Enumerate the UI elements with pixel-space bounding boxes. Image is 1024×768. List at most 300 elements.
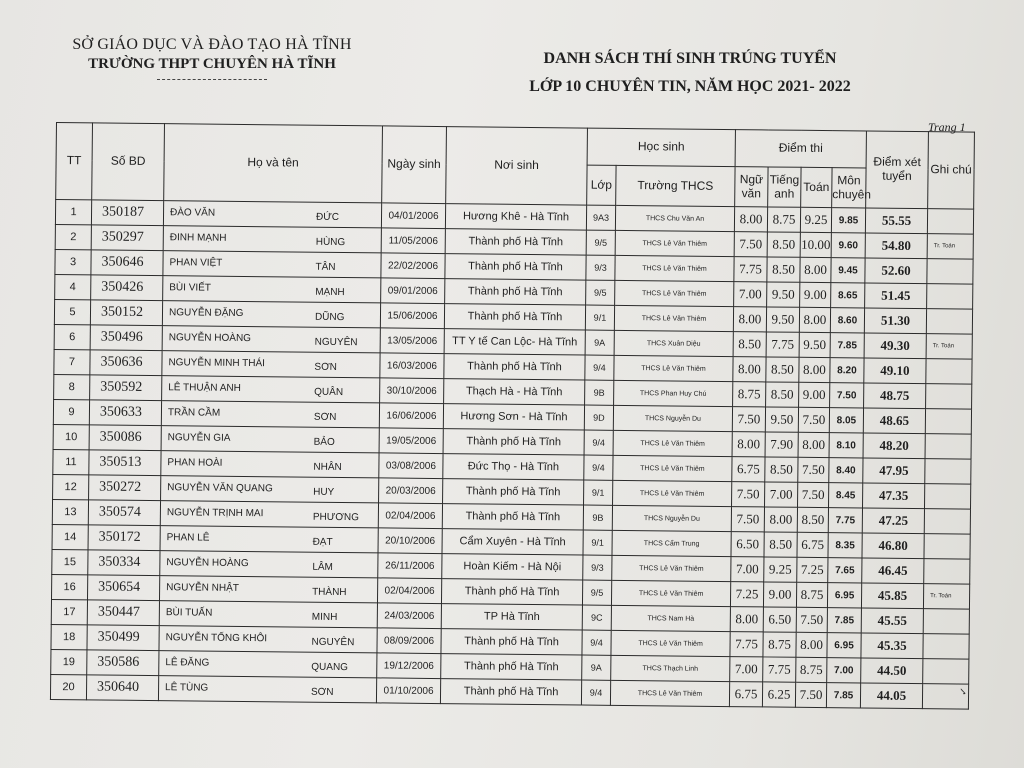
cell-specialty: 9.85 bbox=[831, 208, 865, 233]
cell-family-name: LÊ TÙNG bbox=[165, 682, 209, 694]
cell-english: 7.75 bbox=[766, 332, 799, 357]
cell-school: THCS Lê Văn Thiêm bbox=[613, 430, 732, 456]
cell-literature: 8.75 bbox=[733, 382, 766, 407]
cell-sbd: 350272 bbox=[89, 475, 161, 501]
cell-specialty: 7.75 bbox=[828, 508, 862, 533]
cell-given-name: DŨNG bbox=[314, 311, 345, 324]
cell-dob: 24/03/2006 bbox=[377, 603, 441, 629]
cell-class: 9/4 bbox=[584, 430, 613, 455]
cell-dob: 16/06/2006 bbox=[379, 403, 443, 429]
cell-english: 8.50 bbox=[764, 532, 797, 557]
cell-given-name: MINH bbox=[311, 611, 338, 623]
cell-tt: 1 bbox=[55, 200, 91, 225]
cell-sbd: 350654 bbox=[87, 575, 159, 601]
cell-math: 9.00 bbox=[800, 282, 831, 307]
cell-sbd: 350499 bbox=[87, 625, 159, 651]
cell-admission-score: 45.55 bbox=[861, 608, 923, 634]
cell-dob: 19/05/2006 bbox=[379, 428, 443, 454]
cell-sbd: 350297 bbox=[91, 225, 163, 251]
cell-note bbox=[924, 534, 970, 559]
cell-english: 6.25 bbox=[762, 682, 795, 707]
cell-dob: 20/10/2006 bbox=[378, 528, 442, 554]
handwritten-mark: ✓ bbox=[958, 686, 971, 697]
cell-dob: 08/09/2006 bbox=[377, 628, 441, 654]
cell-tt: 6 bbox=[54, 324, 90, 349]
col-english: Tiếng anh bbox=[768, 167, 801, 207]
cell-full-name bbox=[161, 476, 379, 503]
cell-school: THCS Nam Hà bbox=[611, 605, 730, 631]
cell-literature: 8.00 bbox=[732, 432, 765, 457]
cell-dob: 15/06/2006 bbox=[380, 303, 444, 329]
header-divider bbox=[157, 79, 267, 80]
cell-family-name: NGUYỄN HOÀNG bbox=[166, 557, 249, 570]
cell-given-name: ĐỨC bbox=[315, 211, 340, 223]
cell-family-name: LÊ ĐĂNG bbox=[165, 657, 210, 669]
cell-school: THCS Lê Văn Thiêm bbox=[615, 230, 734, 256]
cell-admission-score: 44.05 bbox=[860, 683, 922, 709]
cell-given-name: NHÂN bbox=[313, 461, 342, 474]
cell-place: Thành phố Hà Tĩnh bbox=[445, 229, 586, 255]
cell-family-name: PHAN HOÀI bbox=[167, 457, 223, 469]
cell-given-name: PHƯƠNG bbox=[312, 511, 359, 524]
cell-full-name bbox=[163, 276, 381, 303]
cell-place: TP Hà Tĩnh bbox=[441, 604, 582, 630]
cell-admission-score: 46.45 bbox=[862, 558, 924, 584]
table-body bbox=[50, 200, 973, 710]
cell-given-name: MẠNH bbox=[315, 286, 345, 299]
cell-tt: 8 bbox=[54, 374, 90, 399]
cell-note bbox=[926, 309, 972, 334]
col-math: Toán bbox=[801, 167, 832, 207]
cell-given-name: TÂN bbox=[315, 261, 336, 273]
cell-admission-score: 49.30 bbox=[864, 333, 926, 359]
cell-sbd: 350513 bbox=[89, 450, 161, 476]
cell-class: 9/5 bbox=[586, 230, 615, 255]
cell-english: 8.75 bbox=[767, 207, 800, 232]
cell-admission-score: 47.95 bbox=[863, 458, 925, 484]
cell-given-name: QUANG bbox=[311, 661, 349, 674]
title-line-2: LỚP 10 CHUYÊN TIN, NĂM HỌC 2021- 2022 bbox=[529, 78, 851, 95]
cell-family-name: NGUYỄN MINH THÁI bbox=[168, 357, 266, 370]
cell-given-name: QUÂN bbox=[314, 386, 344, 399]
cell-literature: 7.00 bbox=[731, 557, 764, 582]
cell-family-name: NGUYỄN NHẬT bbox=[166, 582, 239, 594]
cell-tt: 18 bbox=[51, 624, 87, 649]
cell-math: 9.50 bbox=[799, 332, 830, 357]
cell-specialty: 7.85 bbox=[827, 608, 861, 633]
cell-sbd: 350633 bbox=[89, 400, 161, 426]
cell-math: 8.75 bbox=[796, 582, 827, 607]
cell-family-name: PHAN LÊ bbox=[166, 532, 210, 544]
cell-english: 8.50 bbox=[767, 232, 800, 257]
cell-place: Hương Sơn - Hà Tĩnh bbox=[443, 404, 584, 430]
cell-given-name: BẢO bbox=[313, 436, 335, 448]
cell-dob: 26/11/2006 bbox=[378, 553, 442, 579]
cell-class: 9/4 bbox=[584, 455, 613, 480]
cell-place: Hoàn Kiếm - Hà Nội bbox=[442, 554, 583, 580]
cell-tt: 20 bbox=[50, 674, 86, 699]
cell-tt: 15 bbox=[52, 549, 88, 574]
cell-sbd: 350640 bbox=[86, 675, 158, 701]
cell-math: 9.00 bbox=[799, 382, 830, 407]
cell-dob: 04/01/2006 bbox=[381, 203, 445, 229]
cell-admission-score: 45.85 bbox=[861, 583, 923, 609]
cell-note bbox=[925, 409, 971, 434]
cell-sbd: 350496 bbox=[90, 325, 162, 351]
cell-class: 9/5 bbox=[586, 280, 615, 305]
cell-full-name bbox=[161, 451, 379, 478]
cell-family-name: TRẦN CẦM bbox=[167, 407, 221, 419]
cell-tt: 2 bbox=[55, 224, 91, 249]
cell-school: THCS Lê Văn Thiêm bbox=[613, 480, 732, 506]
cell-school: THCS Lê Văn Thiêm bbox=[611, 580, 730, 606]
cell-sbd: 350646 bbox=[91, 250, 163, 276]
cell-dob: 19/12/2006 bbox=[377, 653, 441, 679]
cell-literature: 7.50 bbox=[734, 232, 767, 257]
cell-sbd: 350187 bbox=[91, 200, 163, 226]
cell-english: 9.25 bbox=[764, 557, 797, 582]
cell-tt: 14 bbox=[52, 524, 88, 549]
cell-admission-score: 48.65 bbox=[863, 408, 925, 434]
cell-school: THCS Lê Văn Thiêm bbox=[615, 280, 734, 306]
cell-tt: 13 bbox=[52, 499, 88, 524]
cell-given-name: LÂM bbox=[312, 561, 333, 573]
cell-admission-score: 55.55 bbox=[865, 208, 927, 234]
school-name: TRƯỜNG THPT CHUYÊN HÀ TĨNH bbox=[88, 56, 336, 72]
cell-dob: 03/08/2006 bbox=[379, 453, 443, 479]
cell-full-name bbox=[159, 576, 377, 603]
table-header bbox=[56, 123, 975, 210]
cell-sbd: 350574 bbox=[88, 500, 160, 526]
cell-given-name: THÀNH bbox=[312, 586, 347, 599]
cell-dob: 09/01/2006 bbox=[381, 278, 445, 304]
cell-specialty: 7.50 bbox=[830, 383, 864, 408]
cell-dob: 01/10/2006 bbox=[376, 678, 440, 704]
cell-place: Thành phố Hà Tĩnh bbox=[440, 679, 581, 705]
cell-literature: 8.00 bbox=[734, 207, 767, 232]
cell-class: 9A bbox=[585, 330, 614, 355]
cell-note: Tr. Toán bbox=[926, 334, 972, 359]
cell-place: Thành phố Hà Tĩnh bbox=[445, 254, 586, 280]
cell-class: 9A3 bbox=[586, 205, 615, 230]
cell-literature: 6.75 bbox=[729, 682, 762, 707]
cell-class: 9/3 bbox=[583, 555, 612, 580]
cell-school: THCS Lê Văn Thiêm bbox=[610, 680, 729, 706]
cell-math: 8.00 bbox=[799, 307, 830, 332]
page-number: Trang 1 bbox=[928, 120, 966, 134]
cell-note bbox=[925, 434, 971, 459]
cell-admission-score: 49.10 bbox=[864, 358, 926, 384]
cell-literature: 7.75 bbox=[730, 632, 763, 657]
cell-note bbox=[924, 559, 970, 584]
cell-tt: 11 bbox=[53, 449, 89, 474]
admission-table bbox=[50, 122, 975, 710]
cell-math: 7.50 bbox=[798, 482, 829, 507]
cell-dob: 02/04/2006 bbox=[377, 578, 441, 604]
cell-math: 7.25 bbox=[797, 557, 828, 582]
cell-class: 9A bbox=[582, 655, 611, 680]
cell-family-name: ĐINH MẠNH bbox=[169, 232, 227, 244]
cell-note bbox=[927, 259, 973, 284]
cell-tt: 4 bbox=[55, 274, 91, 299]
cell-admission-score: 48.75 bbox=[864, 383, 926, 409]
cell-english: 8.75 bbox=[763, 632, 796, 657]
cell-math: 8.75 bbox=[796, 657, 827, 682]
cell-specialty: 7.85 bbox=[826, 683, 860, 708]
cell-specialty: 7.65 bbox=[828, 558, 862, 583]
cell-note bbox=[924, 509, 970, 534]
cell-family-name: NGUYỄN HOÀNG bbox=[168, 332, 252, 345]
cell-math: 8.00 bbox=[796, 632, 827, 657]
cell-tt: 7 bbox=[54, 349, 90, 374]
cell-dob: 13/05/2006 bbox=[380, 328, 444, 354]
cell-school: THCS Lê Văn Thiêm bbox=[614, 305, 733, 331]
cell-specialty: 7.85 bbox=[830, 333, 864, 358]
cell-note bbox=[926, 384, 972, 409]
cell-literature: 7.00 bbox=[730, 657, 763, 682]
col-specialty: Môn chuyên bbox=[832, 168, 866, 208]
cell-literature: 7.50 bbox=[732, 407, 765, 432]
cell-english: 7.75 bbox=[763, 657, 796, 682]
cell-literature: 8.50 bbox=[733, 332, 766, 357]
cell-specialty: 8.65 bbox=[831, 283, 865, 308]
cell-class: 9/1 bbox=[585, 305, 614, 330]
cell-tt: 17 bbox=[51, 599, 87, 624]
cell-admission-score: 45.35 bbox=[861, 633, 923, 659]
cell-given-name: HUY bbox=[313, 486, 335, 498]
cell-literature: 8.00 bbox=[733, 307, 766, 332]
cell-dob: 30/10/2006 bbox=[380, 378, 444, 404]
cell-note: Tr. Toán bbox=[923, 584, 969, 609]
cell-math: 7.50 bbox=[798, 457, 829, 482]
cell-family-name: NGUYỄN GIA bbox=[167, 432, 231, 444]
cell-place: Hương Khê - Hà Tĩnh bbox=[445, 204, 586, 230]
cell-place: Thạch Hà - Hà Tĩnh bbox=[444, 379, 585, 405]
cell-note bbox=[927, 209, 973, 234]
cell-sbd: 350447 bbox=[87, 600, 159, 626]
cell-place: Thành phố Hà Tĩnh bbox=[442, 504, 583, 530]
cell-school: THCS Lê Văn Thiêm bbox=[614, 355, 733, 381]
cell-note bbox=[923, 609, 969, 634]
cell-full-name bbox=[160, 551, 378, 578]
cell-dob: 20/03/2006 bbox=[379, 478, 443, 504]
cell-admission-score: 54.80 bbox=[865, 233, 927, 259]
cell-place: Thành phố Hà Tĩnh bbox=[444, 304, 585, 330]
cell-tt: 5 bbox=[54, 299, 90, 324]
cell-school: THCS Lê Văn Thiêm bbox=[611, 630, 730, 656]
cell-admission-score: 48.20 bbox=[863, 433, 925, 459]
cell-english: 8.50 bbox=[765, 457, 798, 482]
cell-class: 9D bbox=[584, 405, 613, 430]
cell-specialty: 6.95 bbox=[827, 583, 861, 608]
cell-specialty: 9.60 bbox=[831, 233, 865, 258]
cell-place: Thành phố Hà Tĩnh bbox=[444, 354, 585, 380]
cell-family-name: ĐÀO VĂN bbox=[169, 207, 216, 219]
cell-given-name: SƠN bbox=[310, 686, 334, 698]
cell-full-name bbox=[163, 226, 381, 253]
cell-place: Thành phố Hà Tĩnh bbox=[443, 479, 584, 505]
cell-english: 7.90 bbox=[765, 432, 798, 457]
cell-full-name bbox=[163, 201, 381, 228]
cell-full-name bbox=[158, 676, 376, 703]
cell-note bbox=[926, 359, 972, 384]
cell-math: 6.75 bbox=[797, 532, 828, 557]
cell-admission-score: 52.60 bbox=[865, 258, 927, 284]
cell-class: 9C bbox=[582, 605, 611, 630]
cell-literature: 8.00 bbox=[730, 607, 763, 632]
cell-literature: 7.50 bbox=[731, 507, 764, 532]
cell-admission-score: 44.50 bbox=[861, 658, 923, 684]
cell-family-name: NGUYỄN ĐẶNG bbox=[168, 307, 244, 319]
cell-admission-score: 47.35 bbox=[863, 483, 925, 509]
cell-given-name: HÙNG bbox=[315, 236, 346, 249]
department-name: SỞ GIÁO DỤC VÀ ĐÀO TẠO HÀ TĨNH bbox=[72, 36, 352, 53]
cell-note bbox=[927, 284, 973, 309]
cell-specialty: 8.05 bbox=[829, 408, 863, 433]
col-name: Họ và tên bbox=[164, 124, 383, 203]
cell-dob: 11/05/2006 bbox=[381, 228, 445, 254]
cell-math: 9.25 bbox=[800, 207, 831, 232]
cell-literature: 6.50 bbox=[731, 532, 764, 557]
cell-note bbox=[923, 634, 969, 659]
cell-english: 8.50 bbox=[767, 257, 800, 282]
cell-school: THCS Cẩm Trung bbox=[612, 530, 731, 556]
cell-tt: 16 bbox=[51, 574, 87, 599]
cell-full-name bbox=[159, 651, 377, 678]
cell-full-name bbox=[159, 626, 377, 653]
cell-note bbox=[925, 459, 971, 484]
col-class: Lớp bbox=[587, 165, 616, 205]
cell-sbd: 350586 bbox=[87, 650, 159, 676]
cell-class: 9B bbox=[583, 505, 612, 530]
cell-english: 9.00 bbox=[763, 582, 796, 607]
cell-class: 9/1 bbox=[584, 480, 613, 505]
cell-tt: 3 bbox=[55, 249, 91, 274]
cell-specialty: 8.20 bbox=[830, 358, 864, 383]
cell-sbd: 350334 bbox=[88, 550, 160, 576]
cell-place: TT Y tế Can Lộc- Hà Tĩnh bbox=[444, 329, 585, 355]
cell-english: 8.50 bbox=[766, 382, 799, 407]
cell-given-name: SƠN bbox=[313, 411, 337, 423]
cell-class: 9/4 bbox=[582, 630, 611, 655]
title-line-1: DANH SÁCH THÍ SINH TRÚNG TUYỂN bbox=[543, 50, 837, 67]
cell-full-name bbox=[160, 526, 378, 553]
cell-place: Cẩm Xuyên - Hà Tĩnh bbox=[442, 529, 583, 555]
cell-full-name bbox=[159, 601, 377, 628]
cell-family-name: NGUYỄN VĂN QUANG bbox=[167, 482, 273, 495]
cell-english: 6.50 bbox=[763, 607, 796, 632]
cell-school: THCS Phan Huy Chú bbox=[614, 380, 733, 406]
cell-math: 8.00 bbox=[799, 357, 830, 382]
cell-given-name: NGUYÊN bbox=[311, 636, 355, 649]
cell-given-name: SƠN bbox=[314, 361, 337, 373]
cell-class: 9/4 bbox=[585, 355, 614, 380]
cell-school: THCS Lê Văn Thiêm bbox=[612, 555, 731, 581]
col-tt: TT bbox=[56, 123, 93, 200]
cell-full-name bbox=[163, 251, 381, 278]
cell-sbd: 350592 bbox=[90, 375, 162, 401]
cell-math: 8.00 bbox=[800, 257, 831, 282]
cell-full-name bbox=[162, 376, 380, 403]
cell-literature: 7.50 bbox=[732, 482, 765, 507]
cell-english: 9.50 bbox=[766, 307, 799, 332]
cell-literature: 8.00 bbox=[733, 357, 766, 382]
cell-specialty: 8.35 bbox=[828, 533, 862, 558]
cell-class: 9B bbox=[585, 380, 614, 405]
cell-full-name bbox=[162, 301, 380, 328]
cell-place: Thành phố Hà Tĩnh bbox=[441, 579, 582, 605]
cell-admission-score: 47.25 bbox=[862, 508, 924, 534]
cell-math: 7.50 bbox=[796, 607, 827, 632]
cell-full-name bbox=[162, 326, 380, 353]
cell-sbd: 350636 bbox=[90, 350, 162, 376]
cell-specialty: 8.10 bbox=[829, 433, 863, 458]
cell-sbd: 350086 bbox=[89, 425, 161, 451]
cell-english: 9.50 bbox=[765, 407, 798, 432]
col-school: Trường THCS bbox=[616, 165, 735, 206]
cell-sbd: 350172 bbox=[88, 525, 160, 551]
cell-family-name: BÙI TUẤN bbox=[165, 607, 213, 619]
cell-literature: 7.75 bbox=[734, 257, 767, 282]
cell-full-name bbox=[161, 426, 379, 453]
cell-admission-score: 51.30 bbox=[864, 308, 926, 334]
cell-class: 9/4 bbox=[581, 680, 610, 705]
cell-admission-score: 46.80 bbox=[862, 533, 924, 559]
cell-dob: 22/02/2006 bbox=[381, 253, 445, 279]
cell-given-name: ĐẠT bbox=[312, 536, 333, 548]
cell-dob: 02/04/2006 bbox=[378, 503, 442, 529]
cell-note: Tr. Toán bbox=[927, 234, 973, 259]
cell-place: Thành phố Hà Tĩnh bbox=[445, 279, 586, 305]
cell-place: Thành phố Hà Tĩnh bbox=[441, 654, 582, 680]
cell-tt: 9 bbox=[53, 399, 89, 424]
col-admission-score: Điểm xét tuyển bbox=[866, 131, 929, 209]
cell-class: 9/5 bbox=[582, 580, 611, 605]
cell-note bbox=[923, 659, 969, 684]
cell-tt: 10 bbox=[53, 424, 89, 449]
cell-family-name: NGUYỄN TỐNG KHÔI bbox=[165, 632, 268, 645]
col-group-scores: Điểm thi bbox=[735, 130, 866, 168]
cell-english: 9.50 bbox=[767, 282, 800, 307]
cell-place: Đức Thọ - Hà Tĩnh bbox=[443, 454, 584, 480]
cell-school: THCS Xuân Diệu bbox=[614, 330, 733, 356]
cell-note bbox=[925, 484, 971, 509]
cell-place: Thành phố Hà Tĩnh bbox=[443, 429, 584, 455]
cell-english: 7.00 bbox=[765, 482, 798, 507]
cell-specialty: 7.00 bbox=[827, 658, 861, 683]
cell-full-name bbox=[160, 501, 378, 528]
cell-specialty: 8.40 bbox=[829, 458, 863, 483]
cell-class: 9/1 bbox=[583, 530, 612, 555]
cell-sbd: 350152 bbox=[90, 300, 162, 326]
cell-specialty: 9.45 bbox=[831, 258, 865, 283]
cell-dob: 16/03/2006 bbox=[380, 353, 444, 379]
cell-english: 8.50 bbox=[766, 357, 799, 382]
cell-full-name bbox=[162, 351, 380, 378]
col-note: Ghi chú bbox=[928, 132, 975, 209]
cell-sbd: 350426 bbox=[91, 275, 163, 301]
cell-place: Thành phố Hà Tĩnh bbox=[441, 629, 582, 655]
cell-family-name: LÊ THUẬN ANH bbox=[168, 382, 241, 394]
cell-given-name: NGUYÊN bbox=[314, 336, 358, 349]
cell-admission-score: 51.45 bbox=[865, 283, 927, 309]
cell-math: 8.50 bbox=[797, 507, 828, 532]
cell-math: 8.00 bbox=[798, 432, 829, 457]
cell-school: THCS Chu Văn An bbox=[615, 205, 734, 231]
col-place: Nơi sinh bbox=[446, 127, 588, 205]
cell-math: 7.50 bbox=[795, 682, 826, 707]
cell-tt: 19 bbox=[51, 649, 87, 674]
